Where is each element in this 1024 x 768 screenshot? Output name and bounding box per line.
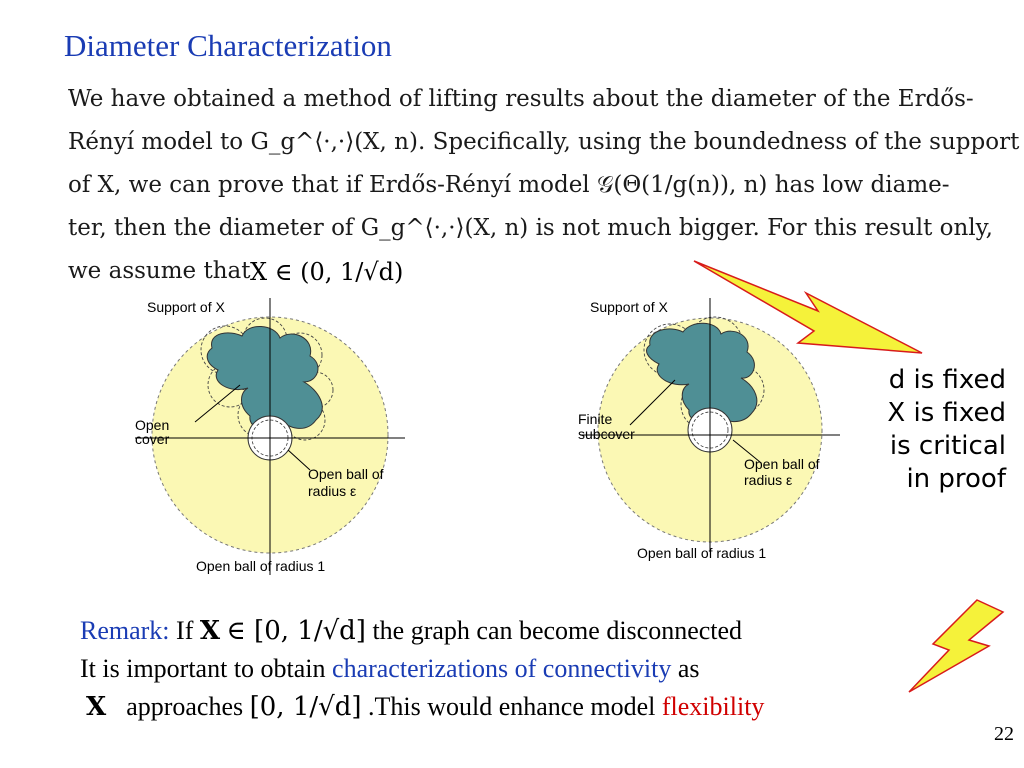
remark-line-1 bbox=[80, 612, 764, 650]
side-note-line-1: d is fixed bbox=[888, 365, 1006, 395]
remark-rest: the graph can become disconnected bbox=[372, 616, 743, 645]
assumption-formula: X ∈ (0, 1/√d) bbox=[250, 258, 404, 286]
page-number: 22 bbox=[994, 723, 1014, 745]
slide-title: Diameter Characterization bbox=[64, 28, 392, 63]
side-note bbox=[836, 364, 1006, 496]
side-note-line-2: X is fixed bbox=[887, 398, 1006, 428]
side-note-line-3: is critical bbox=[889, 431, 1006, 461]
remark-x-symbol: X bbox=[199, 616, 221, 646]
remark-approaches: approaches bbox=[126, 692, 244, 721]
side-note-line-4: in proof bbox=[906, 464, 1006, 494]
left-outer-ball-label: Open ball of radius 1 bbox=[196, 558, 326, 574]
left-cover-label: Open cover bbox=[135, 417, 170, 447]
remark-line-2 bbox=[80, 650, 764, 688]
remark-line-2-pre: It is important to obtain bbox=[80, 654, 333, 683]
right-ball-label: Open ball of radius ε bbox=[744, 456, 820, 488]
remark-line-3-interval: [0, 1/√d] bbox=[249, 692, 362, 722]
remark-line-2-post: as bbox=[671, 654, 700, 683]
paragraph-line-3: of X, we can prove that if Erdős-Rényí model 𝒢(Θ(1/g(n)), n) has low diame- bbox=[68, 172, 950, 198]
remark-interval: ∈ [0, 1/√d] bbox=[226, 616, 366, 646]
left-support-label: Support of X bbox=[147, 299, 225, 315]
paragraph-line-4: ter, then the diameter of G_g^⟨·,·⟩(X, n) is not much bigger. For this result only, bbox=[68, 215, 993, 241]
right-outer-ball-label: Open ball of radius 1 bbox=[637, 545, 767, 561]
right-cover-label: Finite subcover bbox=[578, 411, 635, 442]
remark-block bbox=[80, 612, 764, 726]
paragraph-line-5: we assume that bbox=[68, 258, 251, 284]
paragraph-line-1: We have obtained a method of lifting results about the diameter of the Erdős- bbox=[68, 86, 974, 112]
remark-line-3-pre: .This would enhance model bbox=[368, 692, 662, 721]
remark-if: If bbox=[176, 616, 194, 645]
remark-line-3 bbox=[80, 688, 764, 726]
remark-link: characterizations of connectivity bbox=[332, 654, 672, 683]
remark-label: Remark: bbox=[80, 616, 170, 645]
right-support-label: Support of X bbox=[590, 299, 668, 315]
left-ball-label: Open ball of radius ε bbox=[308, 466, 384, 499]
remark-line-3-x: X bbox=[86, 692, 107, 722]
lightning-bolt-small-icon bbox=[905, 598, 1005, 694]
remark-flexibility: flexibility bbox=[661, 692, 765, 721]
paragraph-line-2: Rényí model to G_g^⟨·,·⟩(X, n). Specifically, using the boundedness of the support bbox=[68, 129, 1020, 155]
